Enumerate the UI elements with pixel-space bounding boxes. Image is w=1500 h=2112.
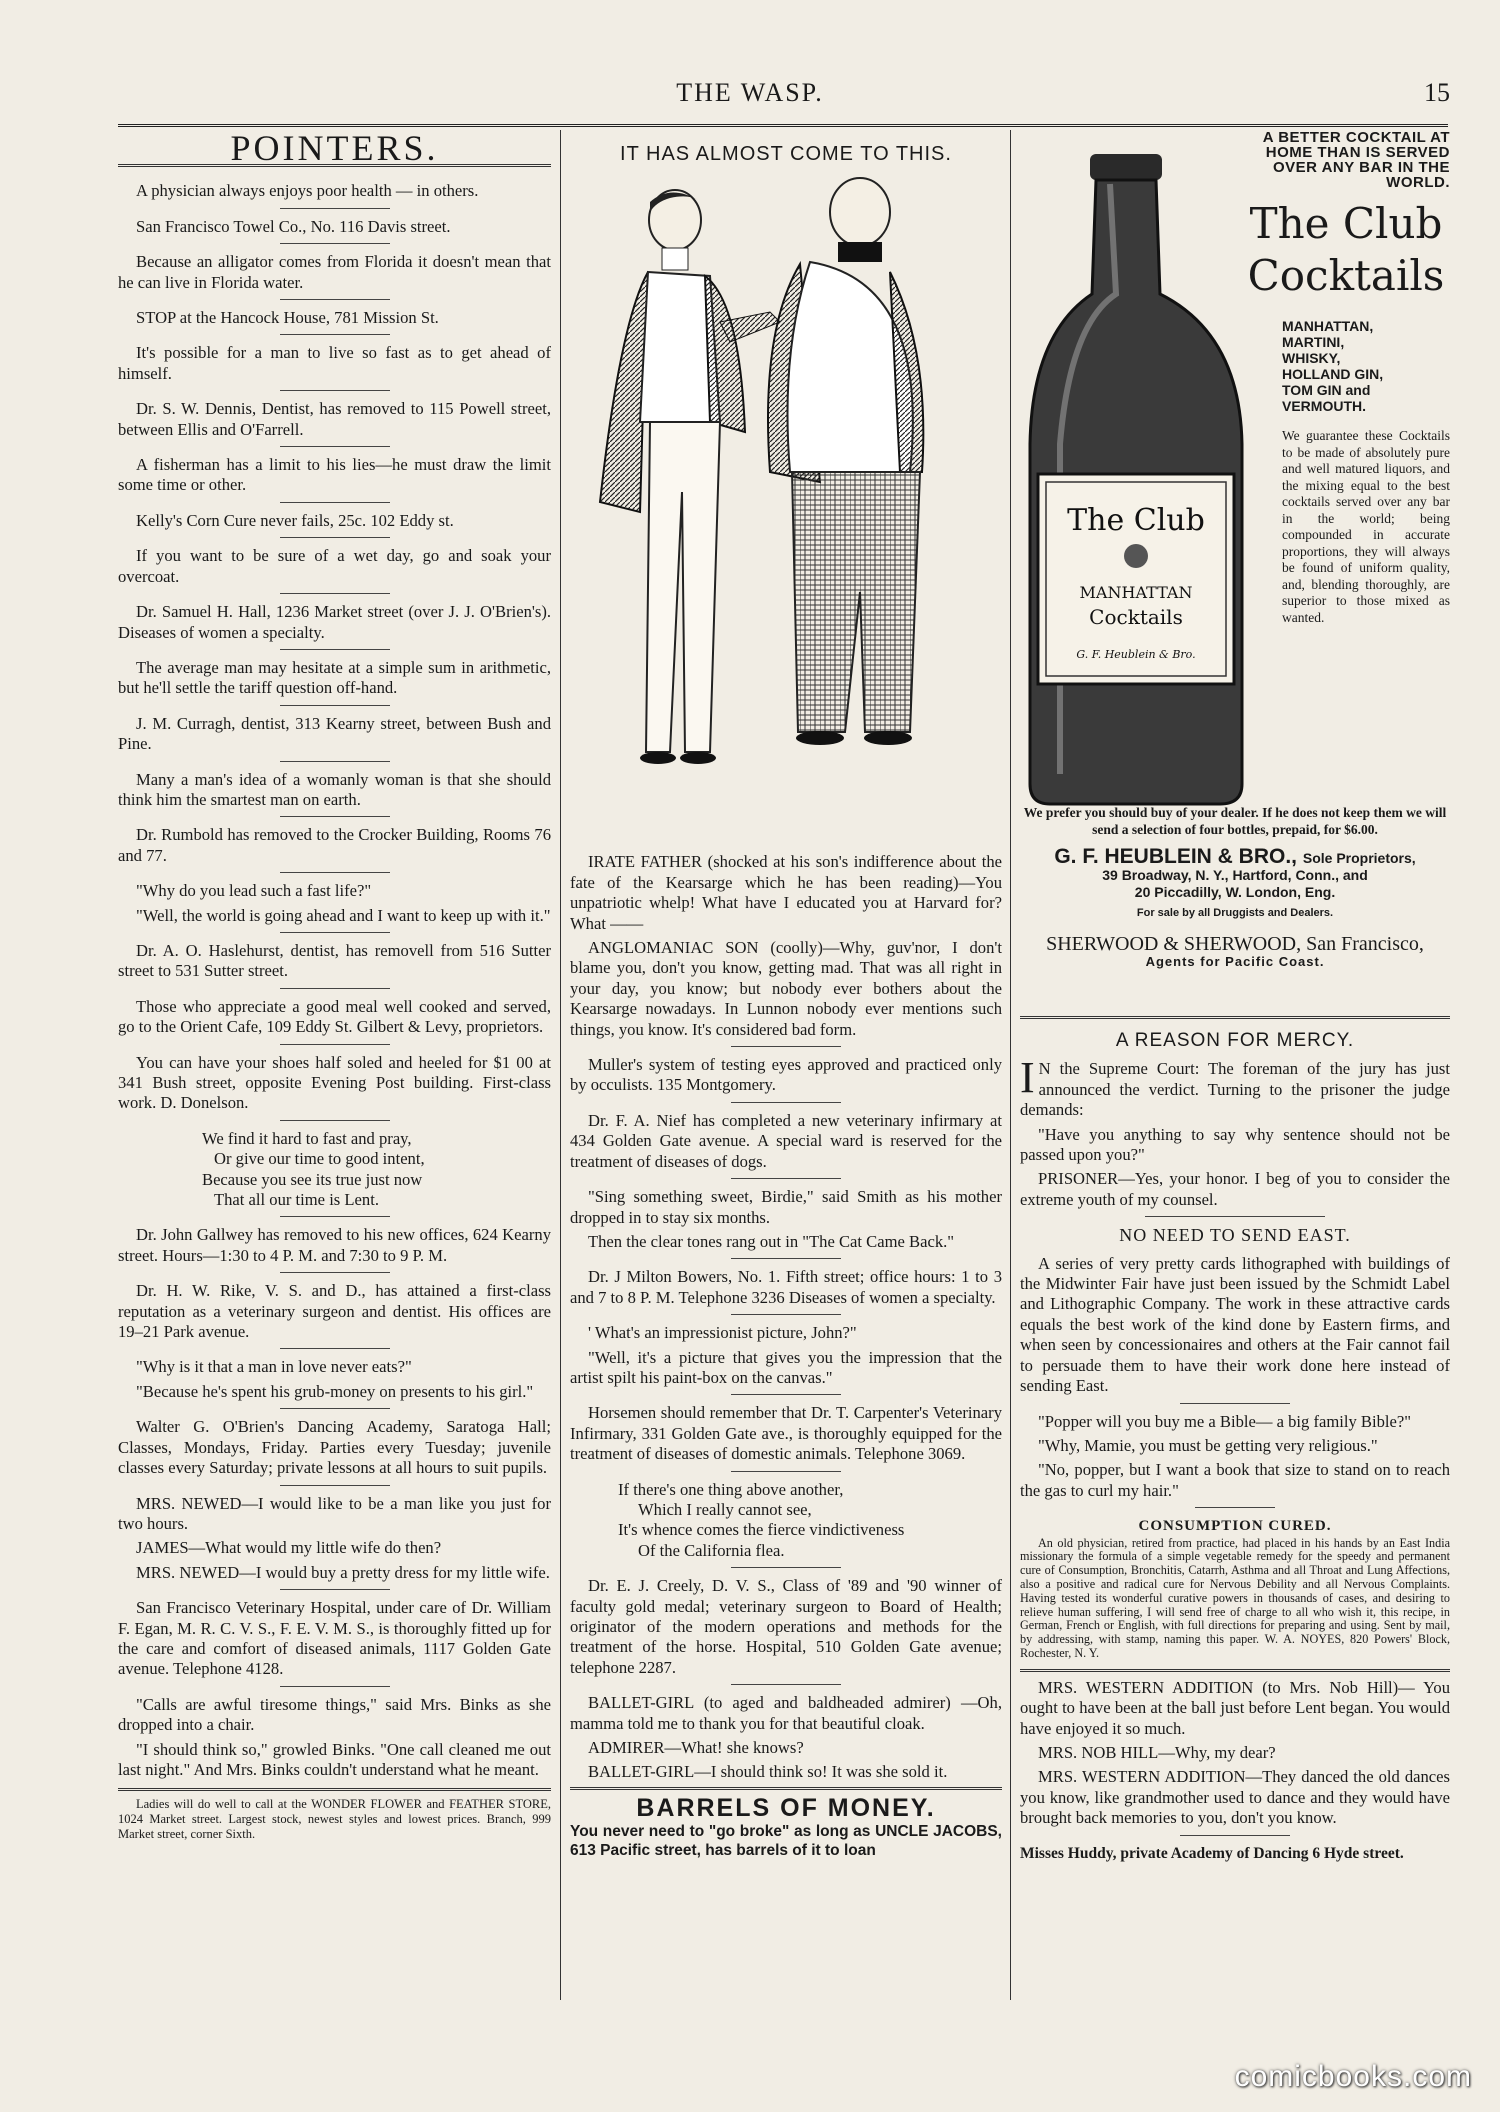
list-item: "Well, it's a picture that gives you the impression that the artist spilt his paint-box on the canvas." bbox=[570, 1347, 1002, 1387]
son-figure bbox=[600, 190, 780, 764]
verse-line: Because you see its true just now bbox=[202, 1169, 423, 1189]
list-item: You can have your shoes half soled and heeled for $1 00 at 341 Bush street, opposite Evening Post building. First-class work. D. Donelson. bbox=[118, 1052, 551, 1113]
verse-line: It's whence comes the fierce vindictiveness bbox=[618, 1520, 905, 1540]
ad-prefer: We prefer you should buy of your dealer. If he does not keep them we will send a selection of four bottles, prepaid, for $6.00. bbox=[1023, 805, 1447, 837]
list-item: Dr. J Milton Bowers, No. 1. Fifth street; office hours: 1 to 3 and 7 to 8 P. M. Telephone 3236 Diseases of women a specialty. bbox=[570, 1267, 1002, 1307]
mercy-paragraph: "Have you anything to say why sentence should not be passed upon you?" bbox=[1020, 1124, 1450, 1165]
label-cocktails: Cocktails bbox=[1089, 605, 1183, 629]
separator bbox=[1180, 1835, 1290, 1836]
list-item: BALLET-GIRL (to aged and baldheaded admirer) —Oh, mamma told me to thank you for that beautiful cloak. bbox=[570, 1693, 1002, 1733]
verse-line: If there's one thing above another, bbox=[618, 1479, 844, 1499]
popper-paragraph: "Why, Mamie, you must be getting very religious." bbox=[1038, 1435, 1378, 1455]
separator bbox=[280, 1272, 390, 1273]
separator bbox=[280, 1485, 390, 1486]
ad-firm bbox=[1020, 845, 1450, 868]
western-paragraph: MRS. WESTERN ADDITION (to Mrs. Nob Hill)— You ought to have been at the ball just before Lent began. You would have enjoyed it so much. bbox=[1020, 1677, 1450, 1738]
separator bbox=[280, 872, 390, 873]
variety-item: VERMOUTH. bbox=[1282, 398, 1366, 414]
east-heading: NO NEED TO SEND EAST. bbox=[1119, 1225, 1351, 1246]
separator bbox=[280, 1408, 390, 1409]
popper-paragraph: "Popper will you buy me a Bible— a big family Bible?" bbox=[1038, 1411, 1412, 1431]
separator bbox=[731, 1471, 841, 1472]
ad-address: 20 Piccadilly, W. London, Eng. bbox=[1134, 884, 1336, 900]
drop-cap: I bbox=[1020, 1053, 1035, 1103]
verse-line: Of the California flea. bbox=[638, 1540, 785, 1560]
pointers-title: POINTERS. bbox=[230, 130, 439, 168]
separator bbox=[280, 243, 390, 244]
cartoon-illustration bbox=[570, 172, 1002, 852]
separator bbox=[280, 390, 390, 391]
separator bbox=[280, 537, 390, 538]
ad-varieties bbox=[1282, 318, 1450, 414]
list-item: Dr. S. W. Dennis, Dentist, has removed to 115 Powell street, between Ellis and O'Farrell. bbox=[118, 399, 551, 439]
separator bbox=[280, 705, 390, 706]
verse-line: We find it hard to fast and pray, bbox=[202, 1128, 412, 1148]
list-item: Dr. E. J. Creely, D. V. S., Class of '89 and '90 winner of faculty gold medal; veterinary surgeon to Board of Health; originator of the modern operations and methods for the treatment of the horse. Hospital, 510 Golden Gate avenue; telephone 2287. bbox=[570, 1576, 1002, 1677]
list-item: Dr. Rumbold has removed to the Crocker Building, Rooms 76 and 77. bbox=[118, 825, 551, 865]
ad-footer bbox=[1020, 804, 1450, 970]
column-pointers bbox=[118, 130, 551, 2002]
mercy-heading: A REASON FOR MERCY. bbox=[1115, 1030, 1355, 1051]
club-cocktails-ad bbox=[1020, 130, 1450, 1012]
separator bbox=[280, 1348, 390, 1349]
list-item: J. M. Curragh, dentist, 313 Kearny street, between Bush and Pine. bbox=[118, 713, 551, 754]
ad-slogan: A BETTER COCKTAIL AT HOME THAN IS SERVED OVER ANY BAR IN THE WORLD. bbox=[1262, 130, 1450, 191]
separator bbox=[280, 1044, 390, 1045]
list-item: "Because he's spent his grub-money on presents to his girl." bbox=[136, 1381, 534, 1401]
ad-description: We guarantee these Cocktails to be made of absolutely pure and well matured liquors, and the mixing equal to the best cocktails served over any bar in the world; being compounded in accurate proportions, they will always be found of uniform quality, and, blending thoroughly, are superior to those mixed as wanted. bbox=[1282, 428, 1450, 625]
variety-item: HOLLAND GIN, bbox=[1282, 366, 1384, 382]
cartoon-caption bbox=[570, 852, 1002, 1040]
separator bbox=[1145, 1216, 1325, 1217]
list-item: "I should think so," growled Binks. "One call cleaned me out last night." And Mrs. Binks couldn't understand what he meant. bbox=[118, 1739, 551, 1779]
caption-father: IRATE FATHER (shocked at his son's indifference about the fate of the Kearsarge which he has been reading)—You unpatriotic whelp! What have I educated you at Harvard for? What —— bbox=[570, 852, 1002, 933]
separator bbox=[280, 1686, 390, 1687]
variety-item: MANHATTAN, bbox=[1282, 318, 1374, 334]
list-item: A fisherman has a limit to his lies—he must draw the limit some time or other. bbox=[118, 455, 551, 495]
lent-verse bbox=[118, 1129, 551, 1211]
mercy-paragraph: N the Supreme Court: The foreman of the jury has just announced the verdict. Turning to the prisoner the judge demands: bbox=[1020, 1059, 1450, 1120]
separator bbox=[280, 932, 390, 933]
footnote-rule bbox=[118, 1788, 551, 1791]
variety-item: WHISKY, bbox=[1282, 350, 1341, 366]
column-divider bbox=[1010, 130, 1011, 2000]
consumption-ad: An old physician, retired from practice, had placed in his hands by an East India missionary the formula of a simple vegetable remedy for the speedy and permanent cure of Consumption, Bronchitis, Catarrh, Asthma and all Throat and Lung Affections, also a positive and radical cure for Nervous Debility and all Nervous Complaints. Having tested its wonderful curative powers in thousands of cases, and desiring to relieve human suffering, I will send free of charge to all who wish it, this recipe, in German, French or English, with full directions for preparing and using. Sent by mail, by addressing, with stamp, naming this paper. W. A. NOYES, 820 Powers' Block, Rochester, N. Y. bbox=[1020, 1535, 1450, 1660]
separator bbox=[1180, 1403, 1290, 1404]
mercy-paragraph: PRISONER—Yes, your honor. I beg of you to consider the extreme youth of my counsel. bbox=[1020, 1169, 1450, 1209]
label-variety: MANHATTAN bbox=[1079, 583, 1193, 602]
separator bbox=[731, 1314, 841, 1315]
pointers-list bbox=[118, 181, 551, 1120]
list-item: San Francisco Towel Co., No. 116 Davis street. bbox=[136, 216, 451, 236]
column-right bbox=[1020, 130, 1450, 2002]
cartoon-title: IT HAS ALMOST COME TO THIS. bbox=[620, 143, 952, 165]
separator bbox=[280, 208, 390, 209]
list-item: A physician always enjoys poor health — in others. bbox=[136, 181, 479, 201]
variety-item: TOM GIN and bbox=[1282, 382, 1371, 398]
separator bbox=[280, 988, 390, 989]
header-rule bbox=[118, 124, 1448, 127]
list-item: Because an alligator comes from Florida it doesn't mean that he can live in Florida water. bbox=[118, 252, 551, 292]
consumption-rule bbox=[1020, 1669, 1450, 1672]
ad-address: 39 Broadway, N. Y., Hartford, Conn., and bbox=[1102, 867, 1368, 883]
huddy-notice: Misses Huddy, private Academy of Dancing 6 Hyde street. bbox=[1020, 1844, 1404, 1862]
list-item: "Well, the world is going ahead and I want to keep up with it." bbox=[136, 905, 551, 925]
ad-agents: SHERWOOD & SHERWOOD, San Francisco, bbox=[1046, 933, 1424, 955]
western-paragraph: MRS. WESTERN ADDITION—They danced the old dances you know, like grandmother used to dance and they would have brought back memories to you, don't you know. bbox=[1020, 1767, 1450, 1828]
variety-item: MARTINI, bbox=[1282, 334, 1345, 350]
flea-verse bbox=[570, 1480, 1002, 1562]
list-item: JAMES—What would my little wife do then? bbox=[136, 1538, 442, 1558]
ad-rule bbox=[1020, 1016, 1450, 1019]
separator bbox=[731, 1258, 841, 1259]
separator bbox=[280, 446, 390, 447]
list-item: MRS. NEWED—I would like to be a man like you just for two hours. bbox=[118, 1493, 551, 1533]
ad-firm-suffix: Sole Proprietors, bbox=[1302, 850, 1416, 866]
page-header bbox=[0, 72, 1500, 112]
column-middle bbox=[570, 130, 1002, 2002]
barrels-rule bbox=[570, 1787, 1002, 1790]
mercy-text bbox=[1020, 1053, 1450, 1120]
list-item: Those who appreciate a good meal well cooked and served, go to the Orient Cafe, 109 Eddy St. Gilbert & Levy, proprietors. bbox=[118, 996, 551, 1037]
ad-copy bbox=[1242, 130, 1450, 626]
east-paragraph: A series of very pretty cards lithographed with buildings of the Midwinter Fair have just been issued by the Schmidt Label and Lithographic Company. The work in these attractive cards equals the best work of the kind done by Eastern firms, and when seen by concessionaires and others at the Fair cannot fail to persuade them to have their work done here instead of sending East. bbox=[1020, 1253, 1450, 1396]
separator bbox=[731, 1178, 841, 1179]
father-figure bbox=[768, 178, 923, 745]
ad-agents-sub: Agents for Pacific Coast. bbox=[1145, 954, 1325, 969]
separator bbox=[280, 299, 390, 300]
list-item: Kelly's Corn Cure never fails, 25c. 102 Eddy st. bbox=[136, 510, 454, 530]
list-item: STOP at the Hancock House, 781 Mission St. bbox=[136, 308, 439, 328]
separator bbox=[731, 1567, 841, 1568]
verse-line: Or give our time to good intent, bbox=[214, 1149, 425, 1169]
father-and-son-cartoon bbox=[570, 172, 1002, 822]
barrels-heading: BARRELS OF MONEY. bbox=[636, 1793, 936, 1822]
list-item: "Sing something sweet, Birdie," said Smith as his mother dropped in to stay six months. bbox=[570, 1187, 1002, 1227]
label-signature: G. F. Heublein & Bro. bbox=[1076, 648, 1196, 661]
caption-son: ANGLOMANIAC SON (coolly)—Why, guv'nor, I don't blame you, don't you know, getting mad. That was all right in your day, you know; but nobody ever bothers about the Kearsarge nowadays. In Lunnon nobody ever mentions such things, you know. It's considered bad form. bbox=[570, 938, 1002, 1039]
list-item: MRS. NEWED—I would buy a pretty dress for my little wife. bbox=[136, 1562, 550, 1582]
ad-sale: For sale by all Druggists and Dealers. bbox=[1136, 907, 1334, 919]
list-item: Dr. Samuel H. Hall, 1236 Market street (over J. J. O'Brien's). Diseases of women a specialty. bbox=[118, 602, 551, 642]
list-item: Dr. A. O. Haslehurst, dentist, has removell from 516 Sutter street to 531 Sutter street. bbox=[118, 940, 551, 981]
publication-title: THE WASP. bbox=[676, 78, 824, 107]
separator bbox=[731, 1394, 841, 1395]
separator bbox=[280, 1216, 390, 1217]
list-item: The average man may hesitate at a simple sum in arithmetic, but he'll settle the tariff question off-hand. bbox=[118, 657, 551, 698]
cocktail-bottle-image bbox=[1020, 144, 1250, 824]
list-item: It's possible for a man to live so fast as to get ahead of himself. bbox=[118, 343, 551, 383]
separator bbox=[280, 1589, 390, 1590]
ad-brand-line: The Club bbox=[1249, 199, 1443, 248]
separator bbox=[1195, 1507, 1275, 1508]
list-item: Dr. H. W. Rike, V. S. and D., has attained a first-class reputation as a veterinary surgeon and dentist. His offices are 19–21 Park avenue. bbox=[118, 1281, 551, 1342]
page-number: 15 bbox=[1424, 78, 1450, 107]
consumption-heading: CONSUMPTION CURED. bbox=[1138, 1518, 1332, 1535]
list-item: San Francisco Veterinary Hospital, under care of Dr. William F. Egan, M. R. C. V. S., F. E. V. M. S., is thoroughly fitted up for the care and comfort of diseased animals, 1117 Golden Gate avenue. Telephone 4128. bbox=[118, 1598, 551, 1679]
separator bbox=[731, 1046, 841, 1047]
separator bbox=[731, 1102, 841, 1103]
separator bbox=[280, 649, 390, 650]
list-item: "Why is it that a man in love never eats?" bbox=[136, 1357, 412, 1377]
separator bbox=[280, 761, 390, 762]
list-item: "Calls are awful tiresome things," said Mrs. Binks as she dropped into a chair. bbox=[118, 1694, 551, 1735]
list-item: Many a man's idea of a womanly woman is that she should think him the smartest man on earth. bbox=[118, 769, 551, 809]
list-item: Muller's system of testing eyes approved and practiced only by occulists. 135 Montgomery. bbox=[570, 1055, 1002, 1095]
list-item: BALLET-GIRL—I should think so! It was she sold it. bbox=[588, 1762, 948, 1782]
list-item: Walter G. O'Brien's Dancing Academy, Saratoga Hall; Classes, Mondays, Friday. Parties every Tuesday; juvenile classes every Saturday; private lessons at all hours to suit pupils. bbox=[118, 1417, 551, 1478]
list-item: ADMIRER—What! she knows? bbox=[588, 1738, 804, 1758]
list-item: Then the clear tones rang out in "The Cat Came Back." bbox=[588, 1231, 955, 1251]
list-item: Dr. F. A. Nief has completed a new veterinary infirmary at 434 Golden Gate avenue. A special ward is reserved for the treatment of diseases of dogs. bbox=[570, 1110, 1002, 1171]
label-brand: The Club bbox=[1067, 503, 1205, 538]
verse-line: Which I really cannot see, bbox=[638, 1499, 812, 1519]
separator bbox=[280, 593, 390, 594]
list-item: Horsemen should remember that Dr. T. Carpenter's Veterinary Infirmary, 331 Golden Gate ave., is thoroughly equipped for the treatment of diseases of domestic animals. Telephone 3069. bbox=[570, 1403, 1002, 1464]
separator bbox=[280, 1120, 390, 1121]
popper-paragraph: "No, popper, but I want a book that size to stand on to reach the gas to curl my hair." bbox=[1020, 1460, 1450, 1500]
ad-brand-line: Cocktails bbox=[1247, 251, 1445, 300]
ad-firm-name: G. F. HEUBLEIN & BRO., bbox=[1054, 845, 1298, 868]
site-watermark: comicbooks.com bbox=[1234, 2060, 1472, 2093]
list-item: "Why do you lead such a fast life?" bbox=[136, 881, 372, 901]
verse-line: That all our time is Lent. bbox=[214, 1190, 379, 1210]
separator bbox=[731, 1684, 841, 1685]
list-item: If you want to be sure of a wet day, go and soak your overcoat. bbox=[118, 546, 551, 586]
western-paragraph: MRS. NOB HILL—Why, my dear? bbox=[1038, 1742, 1276, 1762]
footnote-ad: Ladies will do well to call at the WONDER FLOWER and FEATHER STORE, 1024 Market street. Largest stock, newest styles and lowest prices. Branch, 999 Market street, corner Sixth. bbox=[118, 1797, 551, 1842]
column-divider bbox=[560, 130, 561, 2000]
list-item: ' What's an impressionist picture, John?" bbox=[588, 1323, 857, 1343]
separator bbox=[280, 334, 390, 335]
barrels-text: You never need to "go broke" as long as UNCLE JACOBS, 613 Pacific street, has barrels of it to loan bbox=[570, 1823, 1002, 1860]
list-item: Dr. John Gallwey has removed to his new offices, 624 Kearny street. Hours—1:30 to 4 P. M. and 7:30 to 9 P. M. bbox=[118, 1225, 551, 1265]
separator bbox=[280, 816, 390, 817]
ad-brand bbox=[1242, 198, 1450, 302]
separator bbox=[280, 502, 390, 503]
